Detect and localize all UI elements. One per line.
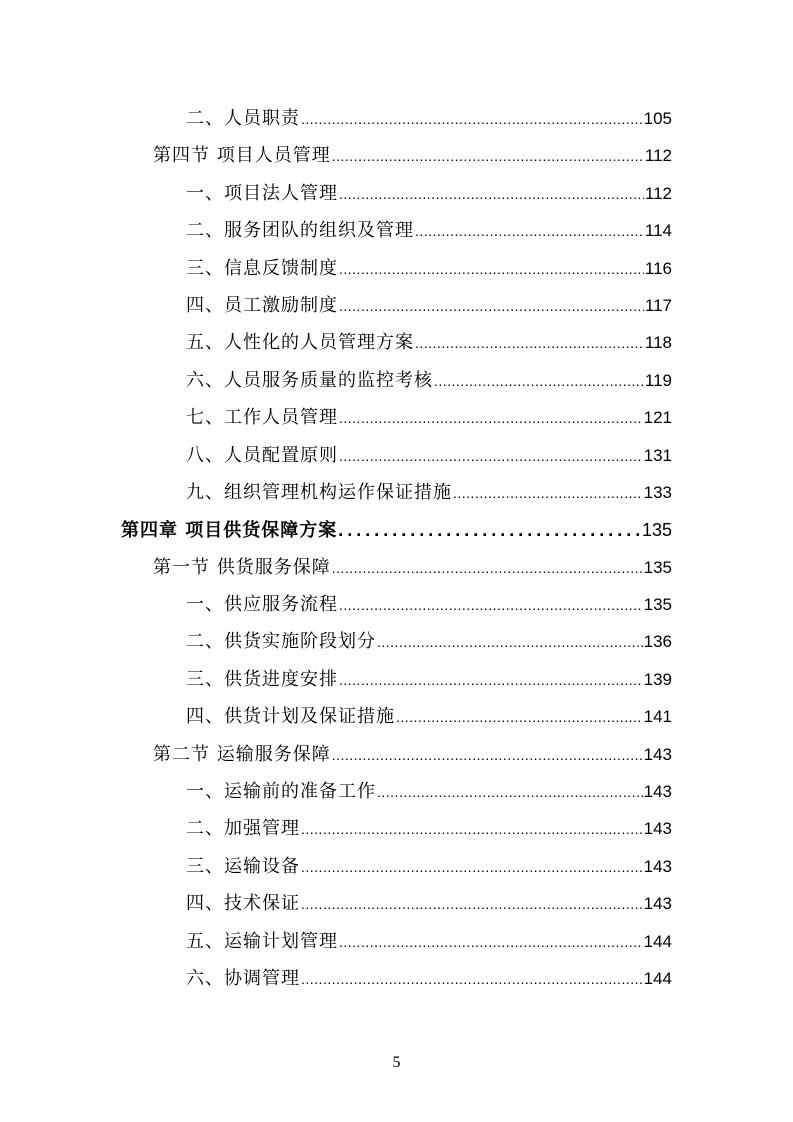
- toc-entry-title: 四、供货计划及保证措施: [186, 706, 395, 728]
- toc-entry[interactable]: [0, 288, 793, 325]
- toc-entry-title: 九、组织管理机构运作保证措施: [186, 481, 452, 503]
- toc-leader-dots: [301, 107, 643, 131]
- toc-entry[interactable]: [0, 213, 793, 250]
- toc-entry-page: 144: [643, 931, 672, 951]
- toc-entry-title: 三、供货进度安排: [186, 668, 338, 690]
- toc-entry-title: 四、员工激励制度: [186, 294, 338, 316]
- toc-entry-title: 第二节 运输服务保障: [153, 743, 331, 765]
- toc-entry-title: 五、人性化的人员管理方案: [186, 332, 414, 354]
- toc-entry-page: 135: [641, 520, 672, 541]
- toc-leader-dots: [339, 257, 644, 281]
- toc-entry-page: 116: [644, 258, 672, 278]
- toc-entry-page: 121: [643, 408, 672, 428]
- toc-entry-page: 135: [643, 557, 672, 577]
- toc-leader-dots: [415, 219, 644, 243]
- toc-leader-dots: [332, 144, 644, 168]
- toc-entry-title: 第四章 项目供货保障方案: [121, 520, 338, 542]
- toc-entry[interactable]: [0, 438, 793, 475]
- toc-entry-title: 二、加强管理: [186, 818, 300, 840]
- toc-entry[interactable]: [0, 924, 793, 961]
- toc-entry[interactable]: [0, 662, 793, 699]
- toc-entry[interactable]: [0, 550, 793, 587]
- toc-entry[interactable]: [0, 774, 793, 811]
- toc-entry-page: 112: [644, 146, 672, 166]
- toc-entry-page: 139: [643, 669, 672, 689]
- toc-entry-page: 118: [644, 333, 672, 353]
- toc-entry-page: 143: [643, 856, 672, 876]
- toc-entry[interactable]: [0, 624, 793, 661]
- toc-entry[interactable]: [0, 811, 793, 848]
- toc-entry-title: 第一节 供货服务保障: [153, 556, 331, 578]
- table-of-contents: [0, 101, 793, 998]
- toc-leader-dots: [396, 705, 643, 729]
- toc-entry[interactable]: [0, 849, 793, 886]
- toc-entry-page: 135: [643, 595, 672, 615]
- toc-entry-title: 六、协调管理: [186, 967, 300, 989]
- toc-leader-dots: [377, 630, 643, 654]
- toc-entry[interactable]: [0, 737, 793, 774]
- toc-entry-page: 133: [643, 482, 672, 502]
- toc-entry-title: 二、服务团队的组织及管理: [186, 220, 414, 242]
- toc-entry[interactable]: [0, 961, 793, 998]
- toc-entry-title: 四、技术保证: [186, 893, 300, 915]
- toc-entry-title: 一、运输前的准备工作: [186, 781, 376, 803]
- toc-entry-page: 117: [644, 295, 672, 315]
- toc-leader-dots: [338, 518, 641, 542]
- toc-entry[interactable]: [0, 475, 793, 512]
- toc-leader-dots: [332, 556, 643, 580]
- toc-entry-page: 114: [644, 221, 672, 241]
- toc-entry-page: 112: [644, 183, 672, 203]
- toc-entry[interactable]: [0, 138, 793, 175]
- toc-leader-dots: [415, 331, 644, 355]
- toc-entry[interactable]: [0, 699, 793, 736]
- toc-entry[interactable]: [0, 176, 793, 213]
- toc-entry-title: 八、人员配置原则: [186, 444, 338, 466]
- toc-entry-title: 一、供应服务流程: [186, 594, 338, 616]
- page-number: 5: [392, 1054, 401, 1071]
- toc-entry-page: 143: [643, 782, 672, 802]
- toc-chapter-entry[interactable]: [0, 512, 793, 549]
- toc-entry-title: 五、运输计划管理: [186, 930, 338, 952]
- toc-leader-dots: [301, 892, 643, 916]
- toc-entry[interactable]: [0, 400, 793, 437]
- toc-leader-dots: [339, 668, 643, 692]
- toc-entry[interactable]: [0, 325, 793, 362]
- toc-leader-dots: [339, 294, 644, 318]
- toc-entry-title: 三、信息反馈制度: [186, 257, 338, 279]
- toc-entry-title: 六、人员服务质量的监控考核: [186, 369, 433, 391]
- toc-entry-title: 七、工作人员管理: [186, 407, 338, 429]
- toc-leader-dots: [453, 481, 643, 505]
- toc-entry-page: 143: [643, 819, 672, 839]
- toc-entry-page: 141: [643, 707, 672, 727]
- toc-leader-dots: [339, 406, 643, 430]
- toc-entry-page: 131: [643, 445, 672, 465]
- toc-leader-dots: [339, 593, 643, 617]
- toc-entry-title: 二、供货实施阶段划分: [186, 631, 376, 653]
- toc-leader-dots: [301, 967, 643, 991]
- toc-leader-dots: [301, 817, 643, 841]
- toc-entry[interactable]: [0, 363, 793, 400]
- toc-leader-dots: [339, 930, 643, 954]
- toc-leader-dots: [339, 444, 643, 468]
- toc-entry-title: 二、人员职责: [186, 108, 300, 129]
- toc-leader-dots: [332, 743, 643, 767]
- toc-entry[interactable]: [0, 101, 793, 138]
- toc-entry-title: 第四节 项目人员管理: [153, 145, 331, 167]
- toc-entry-page: 143: [643, 744, 672, 764]
- toc-entry[interactable]: [0, 886, 793, 923]
- toc-entry-page: 136: [643, 632, 672, 652]
- toc-entry[interactable]: [0, 587, 793, 624]
- toc-entry-page: 105: [643, 109, 672, 128]
- toc-entry-title: 三、运输设备: [186, 855, 300, 877]
- toc-leader-dots: [377, 780, 643, 804]
- toc-entry-title: 一、项目法人管理: [186, 182, 338, 204]
- toc-entry-page: 143: [643, 894, 672, 914]
- toc-leader-dots: [434, 369, 644, 393]
- toc-entry-page: 119: [644, 370, 672, 390]
- toc-entry[interactable]: [0, 251, 793, 288]
- toc-leader-dots: [339, 182, 644, 206]
- toc-entry-page: 144: [643, 968, 672, 988]
- toc-leader-dots: [301, 855, 643, 879]
